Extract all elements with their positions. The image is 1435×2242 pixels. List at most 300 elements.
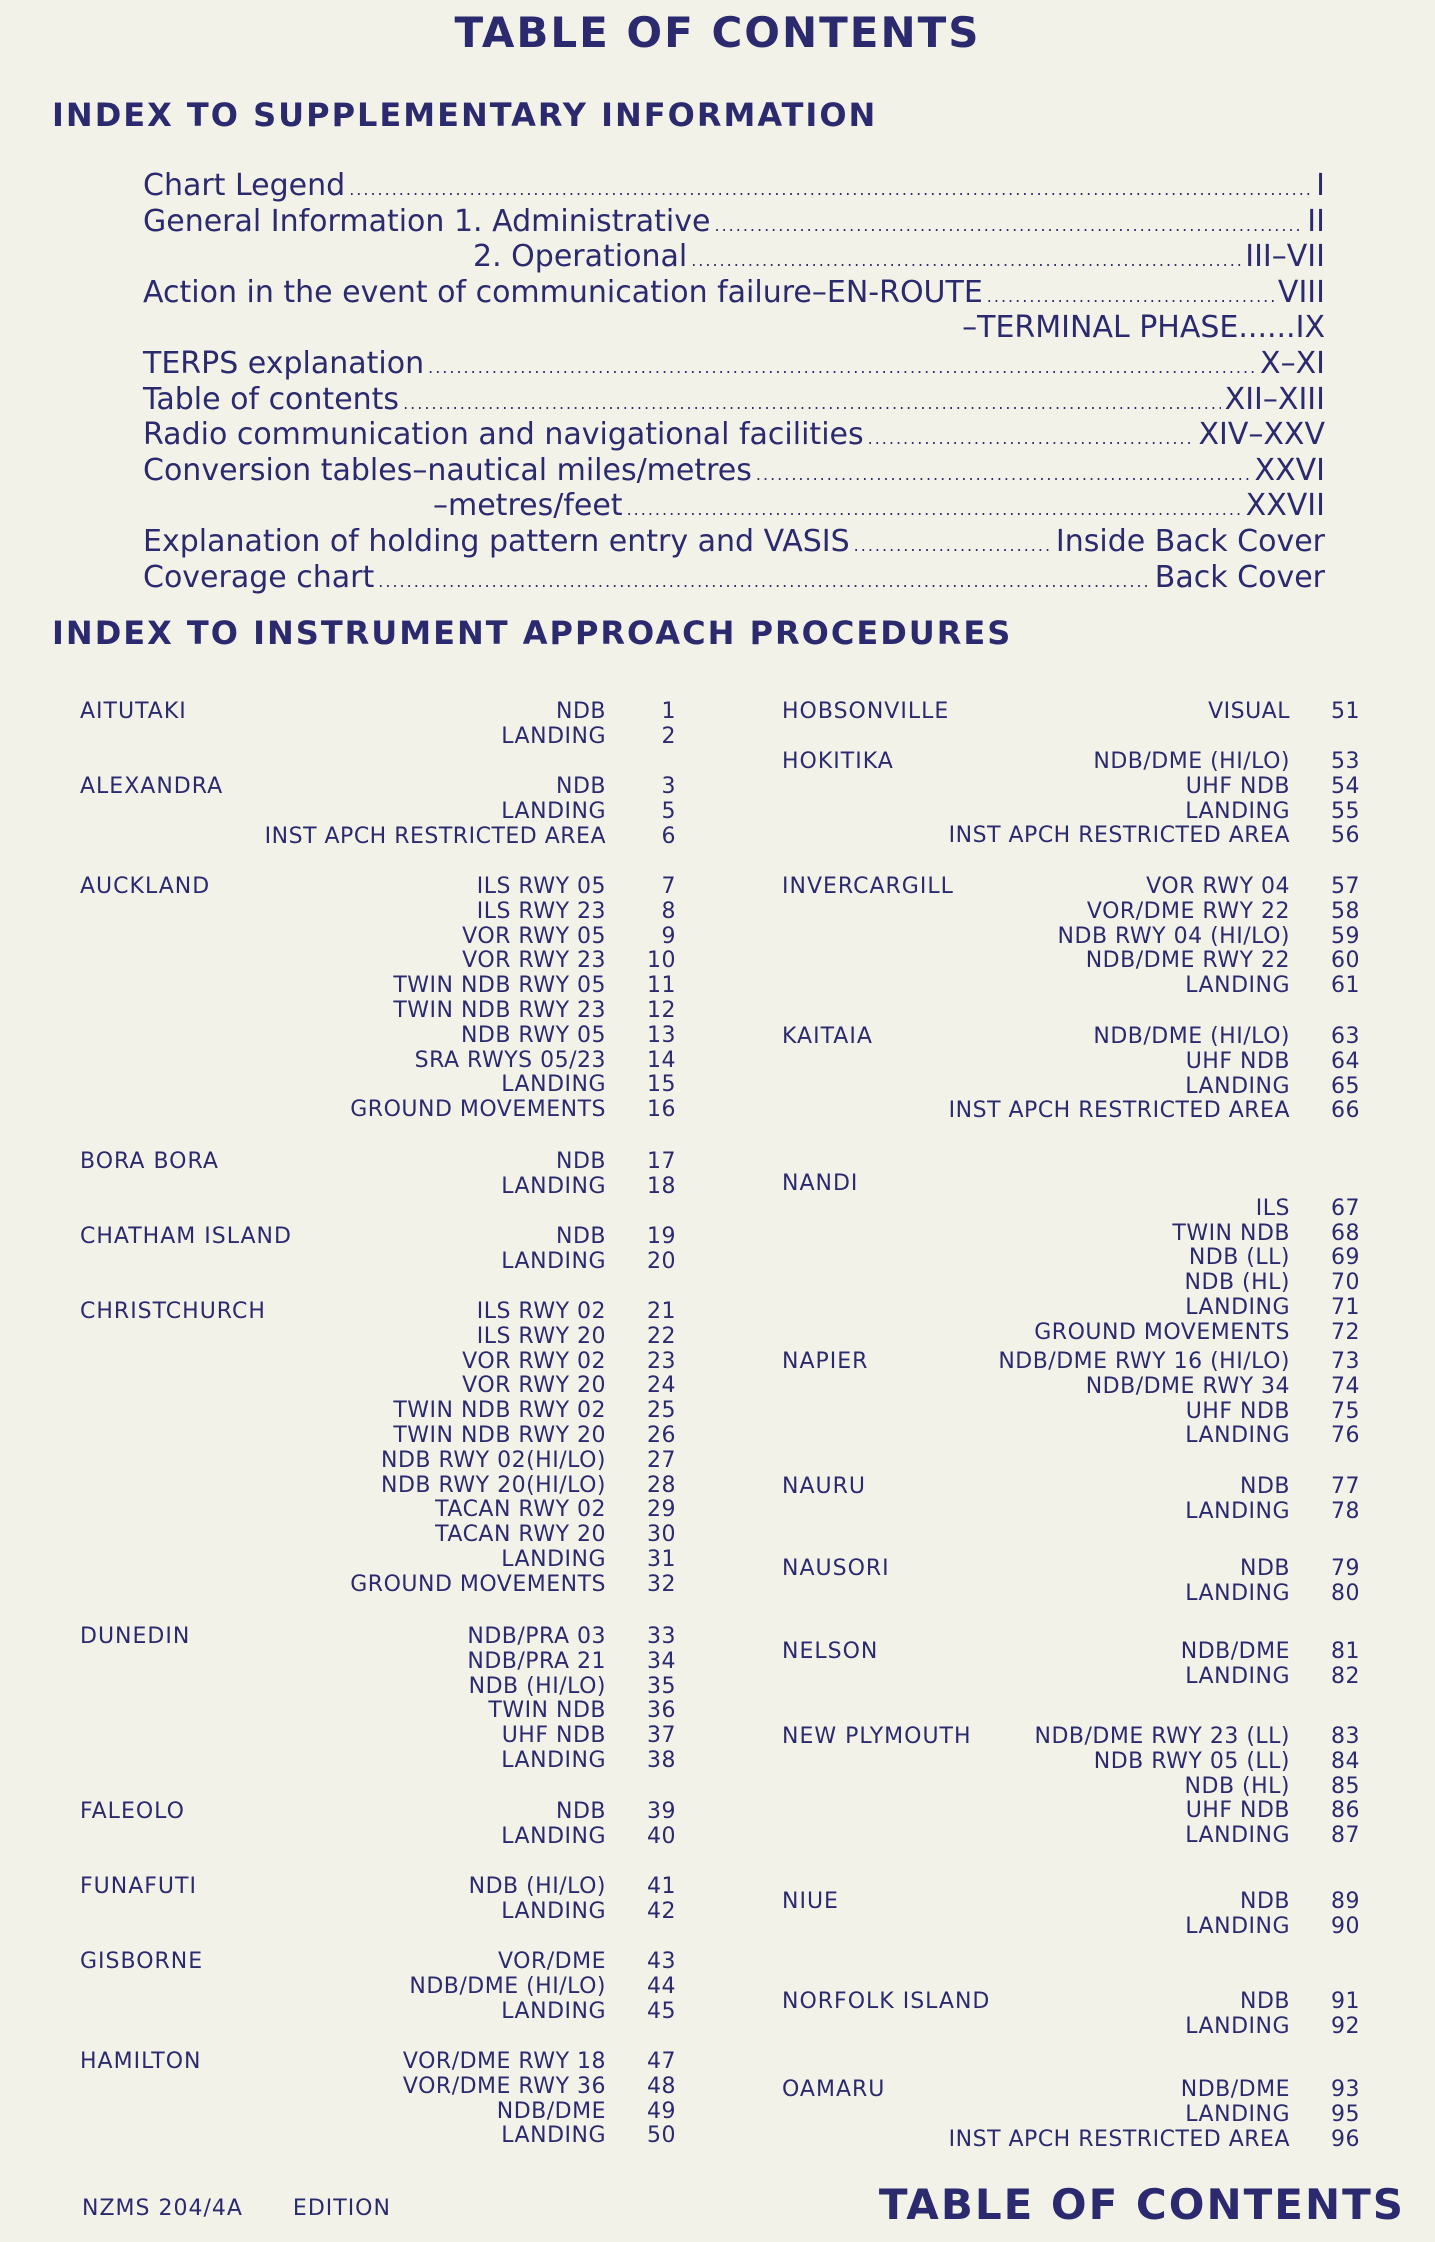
procedure-page: 95: [1331, 2101, 1360, 2127]
procedure-name: VOR/DME RWY 36: [402, 2073, 606, 2099]
procedure-page: 50: [647, 2123, 676, 2149]
procedure-row: [80, 2100, 676, 2125]
procedure-name: NDB/DME: [1180, 2077, 1290, 2102]
procedure-name: NDB/DME: [496, 2098, 606, 2124]
procedure-row: [80, 1749, 676, 1774]
procedure-name: LANDING: [1185, 1073, 1290, 1099]
supp-entry-label: Table of contents: [143, 381, 400, 417]
procedure-page: 64: [1331, 1048, 1360, 1074]
procedure-name: NDB: [1240, 1989, 1290, 2014]
supp-entry-label: Chart Legend: [143, 168, 346, 203]
procedure-row: [782, 1915, 1360, 1940]
edition-label: EDITION: [292, 2196, 391, 2221]
supp-entry: [143, 453, 1325, 489]
procedure-name: VOR RWY 02: [462, 1348, 606, 1374]
procedure-name: LANDING: [501, 1173, 606, 1199]
procedure-page: 60: [1331, 948, 1360, 974]
procedure-page: 55: [1331, 798, 1360, 824]
procedure-name: LANDING: [501, 1898, 606, 1924]
airport-name: ALEXANDRA: [80, 774, 224, 799]
procedure-page: 67: [1331, 1195, 1360, 1221]
airport-entry: [80, 775, 676, 849]
procedure-name: UHF NDB: [1185, 1798, 1290, 1824]
procedure-page: 86: [1331, 1798, 1360, 1824]
procedure-name: ILS RWY 20: [476, 1323, 606, 1349]
procedure-row: [80, 1049, 676, 1074]
procedure-name: NDB: [556, 1799, 606, 1824]
procedure-page: 48: [647, 2073, 676, 2099]
procedure-name: INST APCH RESTRICTED AREA: [264, 823, 606, 849]
procedure-page: 68: [1331, 1220, 1360, 1246]
airport-name: CHRISTCHURCH: [80, 1299, 266, 1324]
procedure-name: LANDING: [1185, 798, 1290, 824]
airport-name: KAITAIA: [782, 1024, 873, 1049]
procedure-page: 73: [1331, 1349, 1360, 1374]
airport-entry: [80, 700, 676, 750]
airport-name: GISBORNE: [80, 1949, 204, 1974]
procedure-page: 41: [647, 1874, 676, 1899]
procedure-name: NDB (HL): [1184, 1270, 1290, 1296]
airport-entry: [782, 1350, 1360, 1449]
procedure-name: ILS: [1255, 1195, 1290, 1221]
procedure-page: 91: [1331, 1989, 1360, 2014]
supp-entry-page: VIII: [1277, 274, 1325, 310]
procedure-page: 36: [647, 1698, 676, 1724]
procedure-name: VOR RWY 23: [462, 948, 606, 974]
airport-name: CHATHAM ISLAND: [80, 1224, 292, 1249]
procedure-row: [782, 1400, 1360, 1425]
dot-leader: [378, 572, 1151, 591]
page-title: TABLE OF CONTENTS: [454, 8, 981, 57]
procedure-name: LANDING: [501, 723, 606, 749]
procedure-name: NDB: [556, 1224, 606, 1249]
procedure-row: [782, 974, 1360, 999]
procedure-row: [782, 925, 1360, 950]
supp-entry: [143, 239, 1325, 275]
airport-entry: [782, 1640, 1360, 1690]
procedure-page: 16: [647, 1097, 676, 1123]
procedure-page: 96: [1331, 2126, 1360, 2152]
procedure-page: 31: [647, 1546, 676, 1572]
procedure-name: ILS RWY 05: [476, 874, 606, 899]
procedure-name: LANDING: [501, 798, 606, 824]
procedure-page: 6: [661, 823, 676, 849]
procedure-page: 8: [661, 898, 676, 924]
procedure-name: LANDING: [1185, 1663, 1290, 1689]
procedure-page: 11: [647, 973, 676, 999]
procedure-row: [782, 900, 1360, 925]
procedure-row: [782, 775, 1360, 800]
procedure-row: [80, 825, 676, 850]
procedure-row: [80, 2075, 676, 2100]
airport-name: NAPIER: [782, 1349, 869, 1374]
procedure-page: 51: [1331, 699, 1360, 724]
supp-entry: [143, 417, 1325, 453]
procedure-row: [80, 1548, 676, 1573]
procedure-page: [1290, 1172, 1360, 1197]
procedure-page: 19: [647, 1224, 676, 1249]
procedure-page: 7: [661, 874, 676, 899]
procedure-name: LANDING: [1185, 1498, 1290, 1524]
procedure-name: ILS RWY 02: [476, 1299, 606, 1324]
dot-leader: [854, 536, 1052, 555]
dot-leader: [987, 287, 1274, 306]
procedure-name: NDB/DME RWY 16 (HI/LO): [998, 1349, 1290, 1374]
procedure-name: TACAN RWY 02: [435, 1497, 606, 1523]
procedure-name: NDB: [556, 699, 606, 724]
section-title-instrument-approach: INDEX TO INSTRUMENT APPROACH PROCEDURES: [52, 614, 1013, 652]
procedure-page: 69: [1331, 1245, 1360, 1271]
procedure-row: [80, 900, 676, 925]
procedure-row: [80, 1449, 676, 1474]
procedure-page: 35: [647, 1673, 676, 1699]
procedure-name: LANDING: [501, 1072, 606, 1098]
supplementary-index: [143, 168, 1325, 595]
procedure-row: [80, 1175, 676, 1200]
procedure-page: 28: [647, 1472, 676, 1498]
procedure-row: [80, 1699, 676, 1724]
procedure-name: LANDING: [501, 1747, 606, 1773]
procedure-name: NDB/DME: [1180, 1639, 1290, 1664]
supp-entry-label: Explanation of holding pattern entry and VASIS: [143, 523, 850, 559]
procedure-name: NDB (HI/LO): [468, 1874, 606, 1899]
procedure-name: LANDING: [1185, 1580, 1290, 1606]
procedure-page: 38: [647, 1747, 676, 1773]
procedure-row: [782, 1665, 1360, 1690]
procedure-name: LANDING: [501, 1248, 606, 1274]
supp-entry-page: XII–XIII: [1224, 381, 1325, 417]
dot-leader: [691, 251, 1241, 270]
procedure-row: [80, 974, 676, 999]
procedure-name: NDB: [1240, 1889, 1290, 1914]
procedure-page: 87: [1331, 1823, 1360, 1849]
supp-entry-label: Radio communication and navigational facilities: [143, 417, 864, 453]
procedure-name: UHF NDB: [1185, 773, 1290, 799]
procedure-row: [80, 1975, 676, 2000]
airport-entry: [80, 1625, 676, 1774]
procedure-page: 17: [647, 1149, 676, 1174]
supp-entry: [143, 204, 1325, 240]
airport-name: NEW PLYMOUTH: [782, 1724, 972, 1749]
procedure-row: [80, 1350, 676, 1375]
procedure-page: 43: [647, 1949, 676, 1974]
procedure-row: [80, 1523, 676, 1548]
procedure-name: NDB/DME RWY 22: [1085, 948, 1290, 974]
procedure-row: [80, 725, 676, 750]
dot-leader: [403, 394, 1221, 413]
procedure-name: NDB/DME (HI/LO): [1093, 749, 1290, 774]
procedure-row: [80, 1325, 676, 1350]
procedure-page: 20: [647, 1248, 676, 1274]
procedure-name: VOR RWY 20: [462, 1373, 606, 1399]
procedure-page: 22: [647, 1323, 676, 1349]
procedure-name: LANDING: [1185, 1294, 1290, 1320]
airport-entry: [782, 1725, 1360, 1849]
airport-entry: [80, 1950, 676, 2024]
procedure-row: [80, 1474, 676, 1499]
airport-name: OAMARU: [782, 2077, 886, 2102]
airport-name: NAURU: [782, 1474, 866, 1499]
procedure-row: [80, 1424, 676, 1449]
procedure-row: [782, 1296, 1360, 1321]
supp-entry: [143, 488, 1325, 524]
procedure-name: TWIN NDB: [1172, 1220, 1290, 1246]
procedure-name: NDB/PRA 03: [467, 1624, 606, 1649]
section-title-supplementary: INDEX TO SUPPLEMENTARY INFORMATION: [52, 96, 878, 134]
dot-leader: [627, 500, 1242, 519]
procedure-page: 90: [1331, 1913, 1360, 1939]
procedure-row: [80, 949, 676, 974]
procedure-page: 40: [647, 1823, 676, 1849]
procedure-name: VOR/DME RWY 22: [1086, 898, 1290, 924]
supp-entry-page: XXVI: [1254, 452, 1325, 488]
procedure-page: 32: [647, 1571, 676, 1597]
procedure-name: TWIN NDB RWY 02: [393, 1398, 606, 1424]
supp-entry-page: X–XI: [1260, 345, 1325, 381]
procedure-page: 1: [661, 699, 676, 724]
airport-name: FUNAFUTI: [80, 1874, 197, 1899]
procedure-page: 70: [1331, 1270, 1360, 1296]
procedure-page: 44: [647, 1973, 676, 1999]
procedure-page: 66: [1331, 1098, 1360, 1124]
procedure-row: [80, 1498, 676, 1523]
dot-leader: [428, 358, 1256, 377]
procedure-row: [80, 2000, 676, 2025]
supp-entry-page: III–VII: [1245, 239, 1325, 275]
procedure-page: 78: [1331, 1498, 1360, 1524]
procedure-name: NDB: [556, 774, 606, 799]
procedure-page: 65: [1331, 1073, 1360, 1099]
airport-name: FALEOLO: [80, 1799, 185, 1824]
procedure-page: 12: [647, 997, 676, 1023]
procedure-name: LANDING: [501, 1823, 606, 1849]
procedure-page: 2: [661, 723, 676, 749]
procedure-name: NDB/DME (HI/LO): [1093, 1024, 1290, 1049]
airport-entry: [80, 1300, 676, 1598]
procedure-name: NDB/DME RWY 23 (LL): [1034, 1724, 1290, 1749]
procedure-page: 21: [647, 1299, 676, 1324]
procedure-name: VOR RWY 05: [462, 923, 606, 949]
procedure-row: [782, 2128, 1360, 2153]
procedure-page: 58: [1331, 898, 1360, 924]
procedure-name: UHF NDB: [501, 1723, 606, 1749]
airport-name: NAUSORI: [782, 1556, 890, 1581]
procedure-name: ILS RWY 23: [476, 898, 606, 924]
procedure-page: 29: [647, 1497, 676, 1523]
airport-name: NELSON: [782, 1639, 879, 1664]
airport-name: HAMILTON: [80, 2049, 202, 2074]
procedure-name: NDB/DME RWY 34: [1085, 1373, 1290, 1399]
procedure-page: 76: [1331, 1423, 1360, 1449]
procedure-row: [80, 1374, 676, 1399]
airport-name: INVERCARGILL: [782, 874, 954, 899]
procedure-name: NDB RWY 04 (HI/LO): [1057, 923, 1290, 949]
airport-entry: [80, 1225, 676, 1275]
procedure-page: 83: [1331, 1724, 1360, 1749]
procedure-row: [80, 1250, 676, 1275]
airport-entry: [782, 750, 1360, 849]
procedure-row: [782, 1321, 1360, 1346]
procedure-row: [782, 1271, 1360, 1296]
procedure-page: 24: [647, 1373, 676, 1399]
procedure-name: NDB RWY 05 (LL): [1093, 1748, 1290, 1774]
airport-name: BORA BORA: [80, 1149, 219, 1174]
procedure-page: 33: [647, 1624, 676, 1649]
airport-name: NORFOLK ISLAND: [782, 1989, 991, 2014]
procedure-row: [80, 1724, 676, 1749]
procedure-row: [782, 949, 1360, 974]
airport-entry: [80, 2050, 676, 2149]
procedure-page: 61: [1331, 973, 1360, 999]
procedure-row: [782, 824, 1360, 849]
airport-entry: [782, 2078, 1360, 2152]
procedure-name: GROUND MOVEMENTS: [350, 1571, 606, 1597]
procedure-row: [782, 1890, 1360, 1915]
procedure-row: [80, 1675, 676, 1700]
procedure-page: 49: [647, 2098, 676, 2124]
airport-entry: [80, 875, 676, 1123]
airport-name: AITUTAKI: [80, 699, 187, 724]
procedure-row: [782, 800, 1360, 825]
procedure-page: 56: [1331, 823, 1360, 849]
procedure-page: 80: [1331, 1580, 1360, 1606]
procedure-row: [782, 1824, 1360, 1849]
procedure-name: VOR/DME: [498, 1949, 606, 1974]
procedure-name: INST APCH RESTRICTED AREA: [948, 1098, 1290, 1124]
airport-entry: [782, 700, 1360, 725]
procedure-page: 30: [647, 1522, 676, 1548]
supp-entry-page: Inside Back Cover: [1055, 523, 1325, 559]
procedure-row: [782, 1099, 1360, 1124]
procedure-row: [782, 1799, 1360, 1824]
procedure-row: [782, 2103, 1360, 2128]
supp-entry: [143, 168, 1325, 204]
procedure-page: 92: [1331, 2013, 1360, 2039]
procedure-name: INST APCH RESTRICTED AREA: [948, 823, 1290, 849]
supp-entry-label: –metres/feet: [433, 488, 623, 524]
supp-entry: [143, 382, 1325, 418]
procedure-row: [782, 2015, 1360, 2040]
procedure-name: NDB RWY 20(HI/LO): [381, 1472, 606, 1498]
procedure-name: LANDING: [501, 2123, 606, 2149]
procedure-row: [782, 1050, 1360, 1075]
procedure-page: 71: [1331, 1294, 1360, 1320]
supp-entry-page: XIV–XXV: [1198, 417, 1325, 453]
procedure-page: 27: [647, 1447, 676, 1473]
airport-entry: [782, 1557, 1360, 1607]
procedure-page: 15: [647, 1072, 676, 1098]
procedure-name: LANDING: [1185, 2101, 1290, 2127]
supp-entry: [143, 310, 1325, 346]
procedure-row: [782, 1475, 1360, 1500]
procedure-page: 5: [661, 798, 676, 824]
procedure-row: [80, 1024, 676, 1049]
airport-entry: [782, 1475, 1360, 1525]
procedure-row: [80, 2124, 676, 2149]
supp-entry-page: –TERMINAL PHASE......IX: [962, 310, 1325, 346]
procedure-page: 37: [647, 1723, 676, 1749]
supp-entry: [143, 275, 1325, 311]
procedure-page: 57: [1331, 874, 1360, 899]
procedure-page: 14: [647, 1047, 676, 1073]
supp-entry-page: XXVII: [1245, 488, 1325, 524]
airport-entry: [80, 1150, 676, 1200]
procedure-row: [782, 1375, 1360, 1400]
procedure-name: NDB (HI/LO): [468, 1673, 606, 1699]
procedure-name: NDB: [1240, 1474, 1290, 1499]
airport-name: AUCKLAND: [80, 874, 211, 899]
procedure-name: NDB: [556, 1149, 606, 1174]
procedure-page: 59: [1331, 923, 1360, 949]
procedure-page: 3: [661, 774, 676, 799]
procedure-name: LANDING: [501, 1998, 606, 2024]
procedure-row: [782, 1350, 1360, 1375]
supp-entry-page: I: [1316, 168, 1325, 203]
airport-name: HOBSONVILLE: [782, 699, 950, 724]
supp-entry-label: Action in the event of communication failure–EN-ROUTE: [143, 274, 983, 310]
airport-entry: [782, 1172, 1360, 1346]
procedure-name: NDB: [1240, 1556, 1290, 1581]
procedure-name: TACAN RWY 20: [435, 1522, 606, 1548]
procedure-name: NDB/PRA 21: [467, 1648, 606, 1674]
procedure-page: 34: [647, 1648, 676, 1674]
dot-leader: [868, 429, 1195, 448]
procedure-page: 89: [1331, 1889, 1360, 1914]
procedure-name: NDB (HL): [1184, 1773, 1290, 1799]
procedure-row: [80, 999, 676, 1024]
procedure-row: [80, 800, 676, 825]
airport-entry: [782, 1025, 1360, 1124]
procedure-page: 47: [647, 2049, 676, 2074]
supp-entry-label: TERPS explanation: [143, 345, 425, 381]
procedure-name: NDB RWY 02(HI/LO): [381, 1447, 606, 1473]
procedure-row: [80, 1073, 676, 1098]
procedure-row: [80, 1573, 676, 1598]
procedure-page: 9: [661, 923, 676, 949]
procedure-name: INST APCH RESTRICTED AREA: [948, 2126, 1290, 2152]
procedure-page: 25: [647, 1398, 676, 1424]
procedure-row: [782, 1222, 1360, 1247]
procedure-row: [80, 1900, 676, 1925]
supp-entry: [143, 560, 1325, 596]
airport-entry: [782, 1990, 1360, 2040]
procedure-name: TWIN NDB: [488, 1698, 606, 1724]
procedure-page: 79: [1331, 1556, 1360, 1581]
procedure-page: 84: [1331, 1748, 1360, 1774]
procedure-page: 74: [1331, 1373, 1360, 1399]
supp-entry-label: General Information 1. Administrative: [143, 203, 711, 239]
procedure-page: 93: [1331, 2077, 1360, 2102]
procedure-name: TWIN NDB RWY 23: [393, 997, 606, 1023]
airport-name: HOKITIKA: [782, 749, 894, 774]
procedure-page: 45: [647, 1998, 676, 2024]
procedure-page: 81: [1331, 1639, 1360, 1664]
procedure-page: 75: [1331, 1398, 1360, 1424]
procedure-page: 85: [1331, 1773, 1360, 1799]
airport-entry: [80, 1875, 676, 1925]
procedure-name: TWIN NDB RWY 05: [393, 973, 606, 999]
procedure-row: [80, 925, 676, 950]
procedure-name: VOR/DME RWY 18: [402, 2049, 606, 2074]
procedure-name: LANDING: [1185, 1423, 1290, 1449]
procedure-name: LANDING: [1185, 1823, 1290, 1849]
procedure-row: [782, 1424, 1360, 1449]
procedure-name: UHF NDB: [1185, 1398, 1290, 1424]
procedure-name: SRA RWYS 05/23: [414, 1047, 606, 1073]
airport-entry: [782, 875, 1360, 999]
procedure-row: [782, 1582, 1360, 1607]
procedure-row: [80, 1825, 676, 1850]
